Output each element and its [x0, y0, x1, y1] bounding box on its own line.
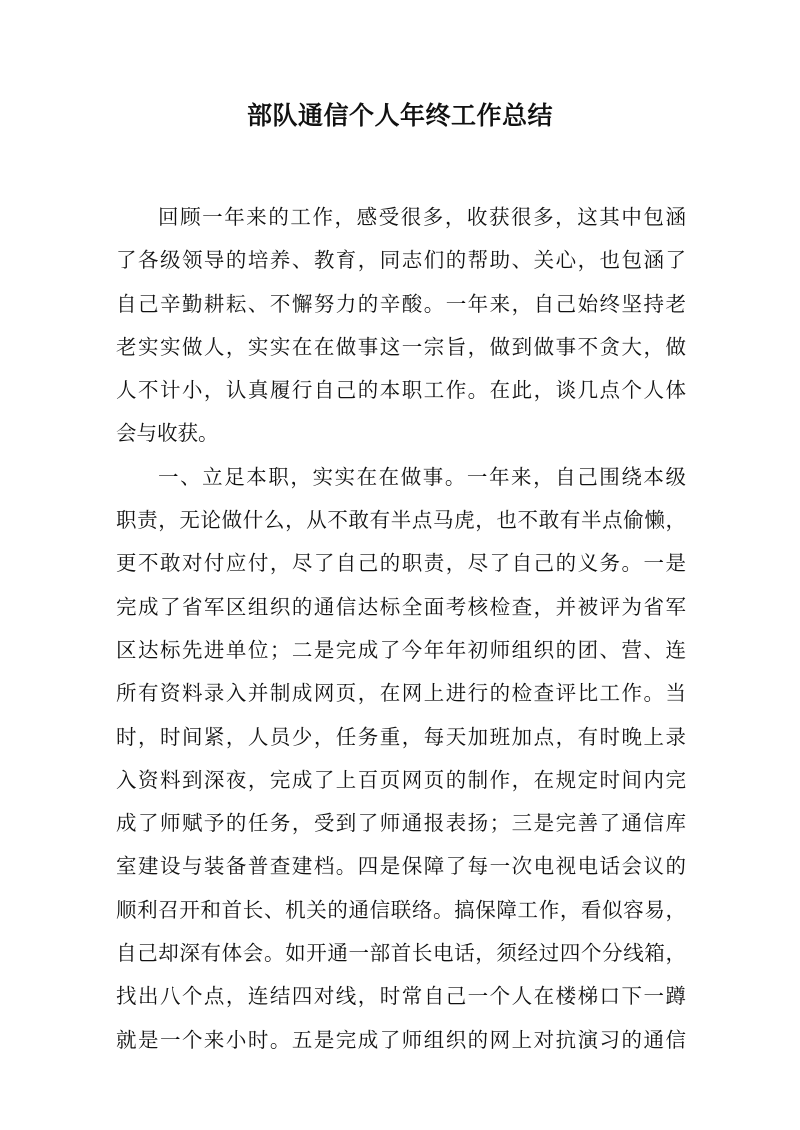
text-line: 了各级领导的培养、教育，同志们的帮助、关心，也包涵了	[116, 248, 686, 273]
text-line: 人不计小，认真履行自己的本职工作。在此，谈几点个人体	[116, 378, 686, 403]
paragraph-intro	[116, 196, 686, 456]
text-line: 区达标先进单位；二是完成了今年年初师组织的团、营、连	[116, 637, 686, 662]
text-line: 会与收获。	[116, 421, 219, 446]
text-line: 所有资料录入并制成网页，在网上进行的检查评比工作。当	[116, 681, 686, 706]
text-line: 完成了省军区组织的通信达标全面考核检查，并被评为省军	[116, 594, 686, 619]
text-line: 自己辛勤耕耘、不懈努力的辛酸。一年来，自己始终坚持老	[116, 291, 686, 316]
text-line: 室建设与装备普查建档。四是保障了每一次电视电话会议的	[116, 854, 686, 879]
text-line: 就是一个来小时。五是完成了师组织的网上对抗演习的通信	[116, 1027, 686, 1052]
document-title: 部队通信个人年终工作总结	[246, 101, 553, 130]
text-line: 时，时间紧，人员少，任务重，每天加班加点，有时晚上录	[116, 724, 686, 749]
text-line: 入资料到深夜，完成了上百页网页的制作，在规定时间内完	[116, 767, 686, 792]
text-line: 一、立足本职，实实在在做事。一年来，自己围绕本级	[158, 464, 686, 489]
text-line: 更不敢对付应付，尽了自己的职责，尽了自己的义务。一是	[116, 551, 686, 576]
text-line: 成了师赋予的任务，受到了师通报表扬；三是完善了通信库	[116, 811, 686, 836]
document-body	[116, 196, 686, 1062]
text-line: 职责，无论做什么，从不敢有半点马虎，也不敢有半点偷懒，	[116, 508, 686, 533]
text-line: 找出八个点，连结四对线，时常自己一个人在楼梯口下一蹲	[116, 984, 686, 1009]
text-line: 老实实做人，实实在在做事这一宗旨，做到做事不贪大，做	[116, 334, 686, 359]
paragraph-section-one	[116, 456, 686, 1062]
text-line: 顺利召开和首长、机关的通信联络。搞保障工作，看似容易，	[116, 897, 686, 922]
text-line: 自己却深有体会。如开通一部首长电话，须经过四个分线箱，	[116, 941, 686, 966]
text-line: 回顾一年来的工作，感受很多，收获很多，这其中包涵	[158, 205, 686, 229]
